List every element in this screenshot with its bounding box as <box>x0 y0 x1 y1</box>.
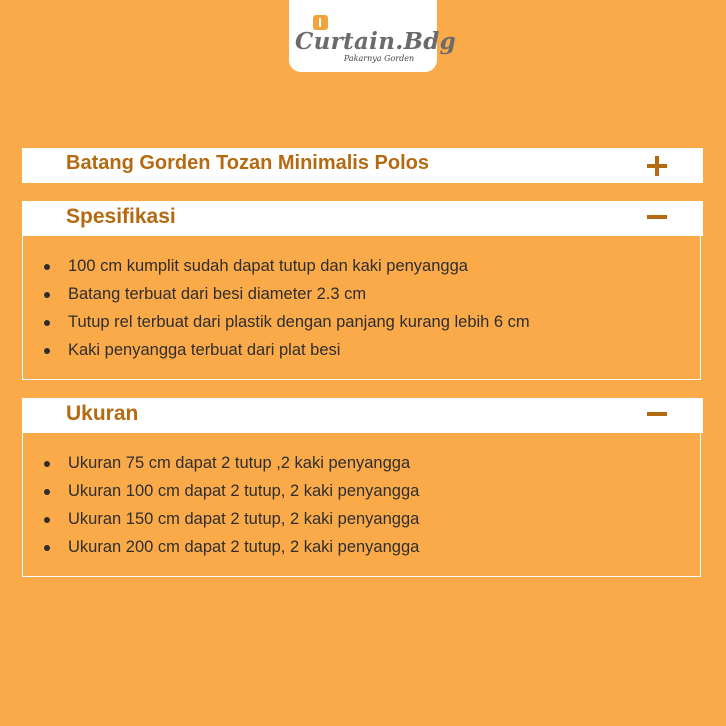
list-item: Ukuran 200 cm dapat 2 tutup, 2 kaki penyangga <box>23 533 700 561</box>
minus-icon[interactable] <box>647 412 667 416</box>
specs-list <box>23 252 700 364</box>
sizes-accordion-header[interactable] <box>22 398 703 433</box>
sizes-panel <box>22 433 701 577</box>
specs-accordion-header[interactable] <box>22 201 703 236</box>
list-item: Ukuran 150 cm dapat 2 tutup, 2 kaki penyangga <box>23 505 700 533</box>
sizes-list <box>23 449 700 561</box>
brand-name: Curtain.Bdg <box>295 28 457 55</box>
brand-tagline: Pakarnya Gorden <box>343 54 415 63</box>
plus-icon[interactable] <box>647 156 667 176</box>
product-title: Batang Gorden Tozan Minimalis Polos <box>66 152 429 174</box>
list-item: Ukuran 75 cm dapat 2 tutup ,2 kaki penyangga <box>23 449 700 477</box>
list-item: Batang terbuat dari besi diameter 2.3 cm <box>23 280 700 308</box>
minus-icon[interactable] <box>647 215 667 219</box>
list-item: Kaki penyangga terbuat dari plat besi <box>23 336 700 364</box>
specs-title: Spesifikasi <box>66 205 176 228</box>
list-item: 100 cm kumplit sudah dapat tutup dan kaki penyangga <box>23 252 700 280</box>
list-item: Tutup rel terbuat dari plastik dengan panjang kurang lebih 6 cm <box>23 308 700 336</box>
specs-panel <box>22 236 701 380</box>
brand-logo <box>289 0 457 72</box>
list-item: Ukuran 100 cm dapat 2 tutup, 2 kaki penyangga <box>23 477 700 505</box>
sizes-title: Ukuran <box>66 402 139 425</box>
product-title-accordion[interactable] <box>22 148 703 183</box>
